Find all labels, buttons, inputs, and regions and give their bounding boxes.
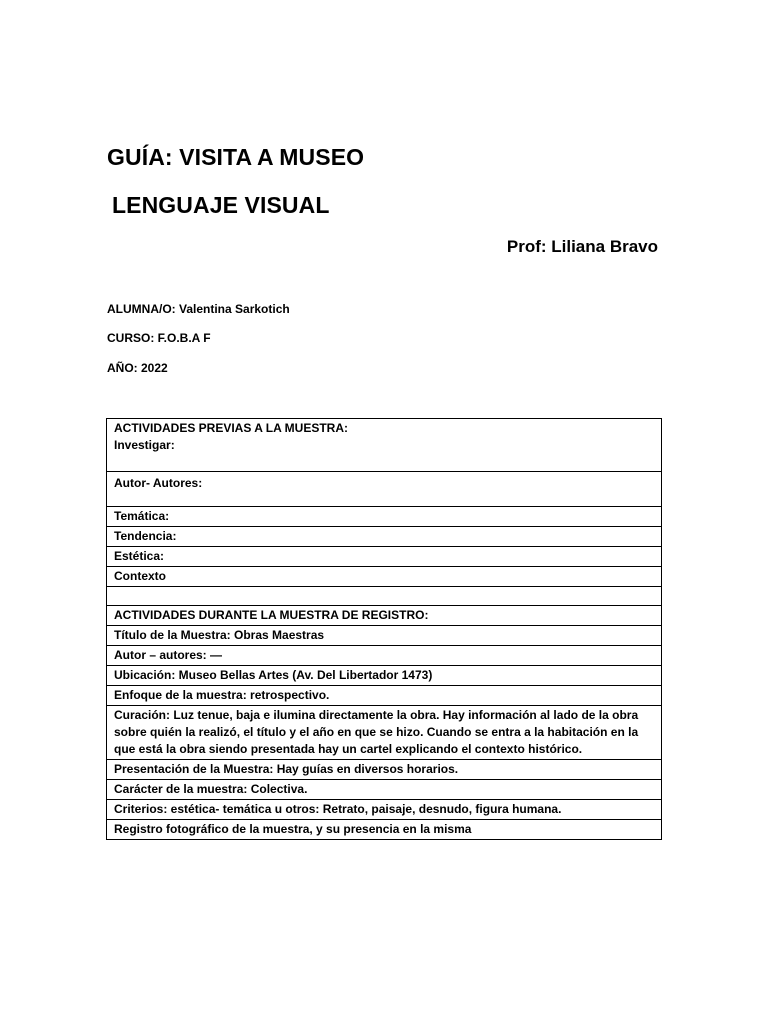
cell-text: Criterios: estética- temática u otros: Retrato, paisaje, desnudo, figura humana. <box>114 802 562 816</box>
cell-text: Título de la Muestra: Obras Maestras <box>114 628 325 642</box>
cell-text: Estética: <box>114 549 165 563</box>
table-row-during-activities <box>107 606 662 626</box>
table-cell <box>107 706 662 760</box>
table-cell <box>107 587 662 606</box>
table-cell <box>107 527 662 547</box>
table-cell <box>107 507 662 527</box>
table-cell <box>107 547 662 567</box>
cell-text: Ubicación: Museo Bellas Artes (Av. Del Libertador 1473) <box>114 668 433 682</box>
cell-text: Carácter de la muestra: Colectiva. <box>114 782 308 796</box>
cell-text: Enfoque de la muestra: retrospectivo. <box>114 688 330 702</box>
table-cell <box>107 626 662 646</box>
table-row-photo-record <box>107 820 662 840</box>
table-row-location <box>107 666 662 686</box>
cell-heading: ACTIVIDADES PREVIAS A LA MUESTRA: <box>114 421 349 435</box>
table-row-theme <box>107 507 662 527</box>
table-row-presentation <box>107 760 662 780</box>
table-row-empty <box>107 587 662 606</box>
table-cell <box>107 606 662 626</box>
cell-text: Autor – autores: — <box>114 648 223 662</box>
cell-text: Investigar: <box>114 438 175 452</box>
table-row-previous-activities <box>107 419 662 472</box>
table-cell <box>107 419 662 472</box>
table-cell <box>107 686 662 706</box>
table-row-aesthetic <box>107 547 662 567</box>
table-row-author <box>107 472 662 507</box>
cell-text: Registro fotográfico de la muestra, y su presencia en la misma <box>114 822 472 836</box>
table-cell <box>107 780 662 800</box>
document-subtitle: LENGUAJE VISUAL <box>112 192 330 218</box>
student-name: ALUMNA/O: Valentina Sarkotich <box>107 302 290 316</box>
table-row-context <box>107 567 662 587</box>
document-title: GUÍA: VISITA A MUSEO <box>107 144 365 170</box>
table-cell <box>107 472 662 507</box>
cell-text: Curación: Luz tenue, baja e ilumina directamente la obra. Hay información al lado de la obra sobre quién la realizó, el título y el año en que se hizo. Cuando se entra a la habitación en la que está la obra siendo presentada hay un cartel explicando el contexto histórico. <box>114 708 639 756</box>
table-row-curation <box>107 706 662 760</box>
course: CURSO: F.O.B.A F <box>107 331 211 345</box>
table-row-character <box>107 780 662 800</box>
table-cell <box>107 666 662 686</box>
year: AÑO: 2022 <box>107 361 168 375</box>
cell-text: Autor- Autores: <box>114 476 203 490</box>
cell-text: Tendencia: <box>114 529 177 543</box>
table-cell <box>107 760 662 780</box>
cell-text: Contexto <box>114 569 166 583</box>
cell-heading: ACTIVIDADES DURANTE LA MUESTRA DE REGISTRO: <box>114 608 429 622</box>
table-row-exhibition-title <box>107 626 662 646</box>
table-cell <box>107 820 662 840</box>
table-row-tendency <box>107 527 662 547</box>
cell-text: Presentación de la Muestra: Hay guías en diversos horarios. <box>114 762 459 776</box>
table-cell <box>107 800 662 820</box>
table-row-focus <box>107 686 662 706</box>
table-row-criteria <box>107 800 662 820</box>
table-row-exhibition-authors <box>107 646 662 666</box>
guide-table <box>106 418 662 840</box>
teacher-name: Prof: Liliana Bravo <box>506 237 658 256</box>
table-cell <box>107 646 662 666</box>
table-cell <box>107 567 662 587</box>
cell-text: Temática: <box>114 509 170 523</box>
